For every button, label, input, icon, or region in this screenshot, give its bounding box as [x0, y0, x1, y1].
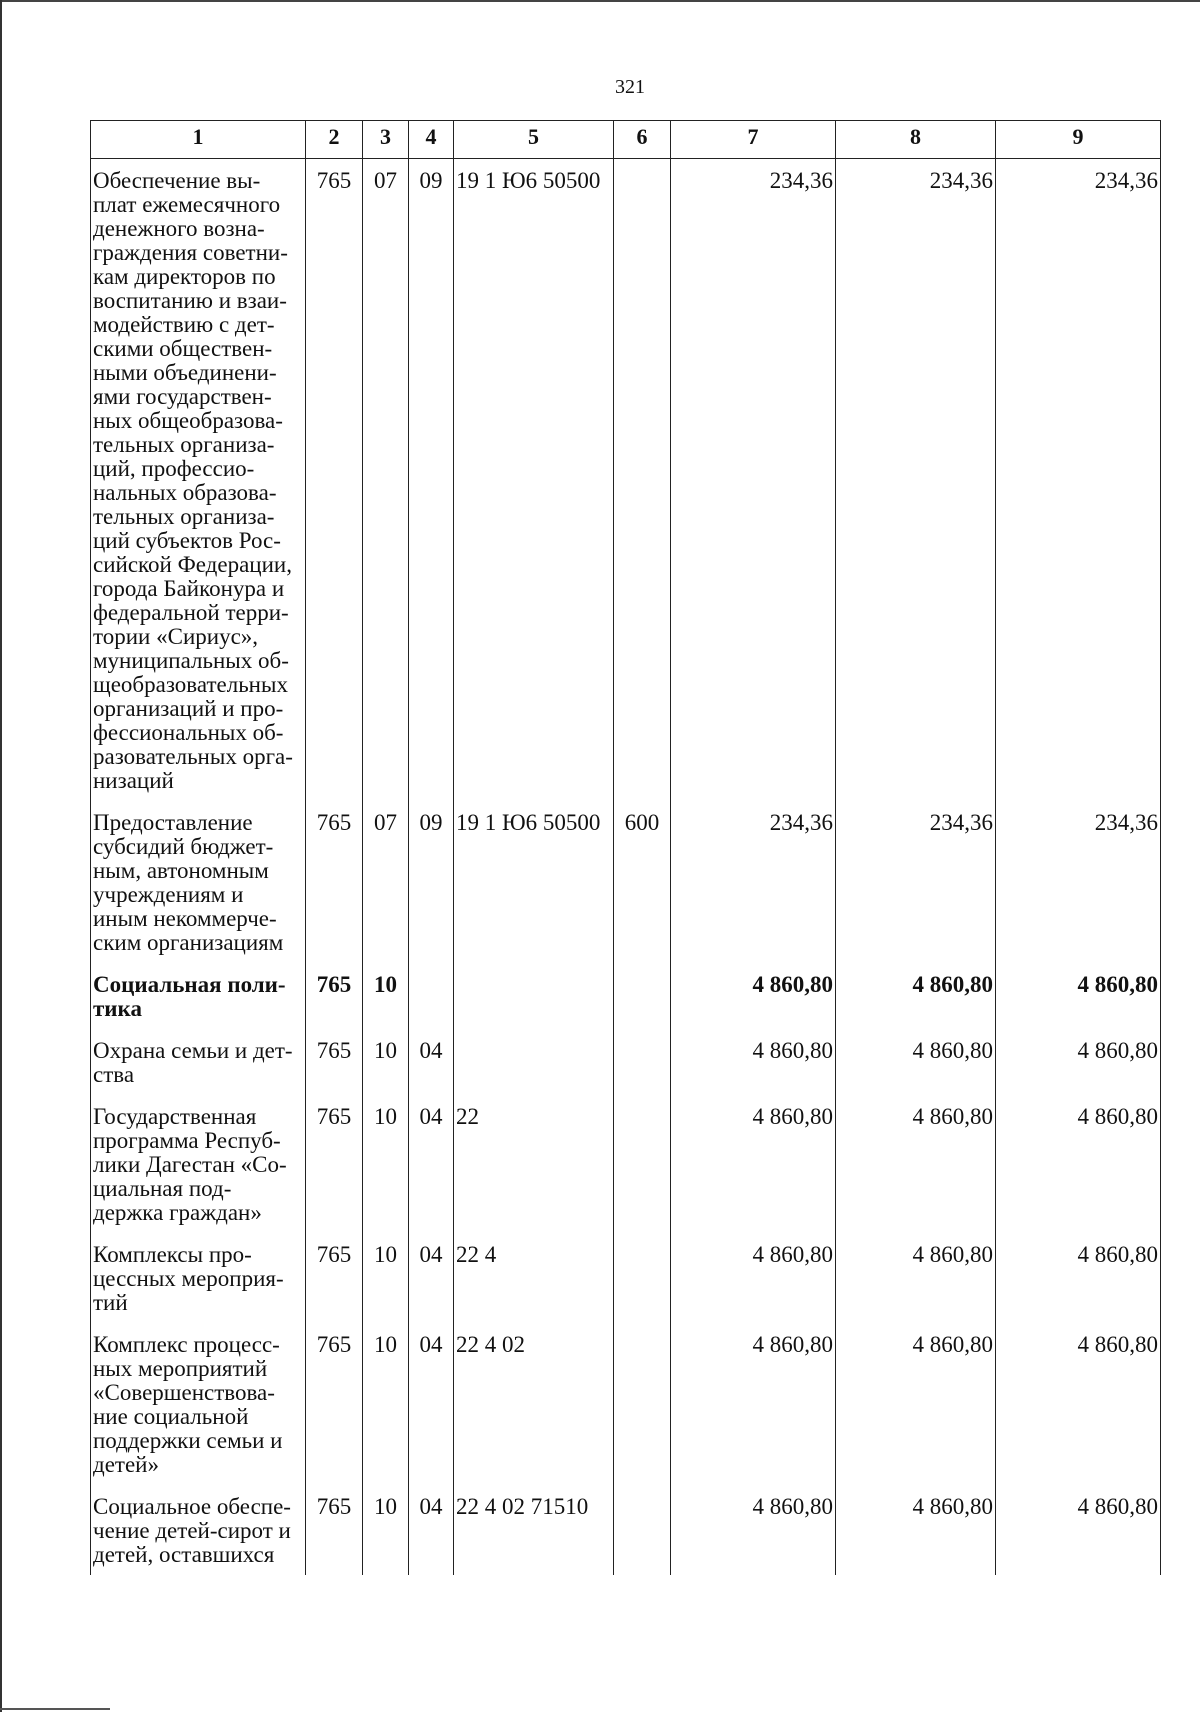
row-expense-type — [614, 1323, 671, 1485]
row-amount-7: 4 860,80 — [671, 1485, 836, 1575]
budget-table — [90, 120, 1161, 1575]
row-amount-9: 234,36 — [996, 801, 1161, 963]
row-amount-9: 4 860,80 — [996, 1029, 1161, 1095]
col-header-5: 5 — [454, 121, 614, 159]
row-amount-8: 4 860,80 — [836, 1323, 996, 1485]
col-header-1: 1 — [91, 121, 306, 159]
row-name: Комплекс процесс- ных мероприятий «Совершенствова- ние социальной поддержки семьи и детей» — [91, 1323, 306, 1485]
row-amount-7: 4 860,80 — [671, 963, 836, 1029]
row-amount-9: 234,36 — [996, 159, 1161, 802]
row-subsection-code: 04 — [409, 1323, 454, 1485]
row-target-article — [454, 963, 614, 1029]
row-section-code: 07 — [363, 801, 409, 963]
scan-bottom-edge — [0, 1708, 110, 1710]
table-row — [91, 1485, 1161, 1575]
row-ministry-code: 765 — [306, 1323, 363, 1485]
row-target-article: 22 — [454, 1095, 614, 1233]
row-ministry-code: 765 — [306, 159, 363, 802]
row-name: Охрана семьи и дет- ства — [91, 1029, 306, 1095]
row-target-article — [454, 1029, 614, 1095]
row-section-code: 10 — [363, 1323, 409, 1485]
row-subsection-code: 04 — [409, 1029, 454, 1095]
col-header-4: 4 — [409, 121, 454, 159]
row-subsection-code: 04 — [409, 1095, 454, 1233]
row-section-code: 07 — [363, 159, 409, 802]
row-amount-9: 4 860,80 — [996, 1485, 1161, 1575]
row-expense-type — [614, 1485, 671, 1575]
row-section-code: 10 — [363, 1233, 409, 1323]
row-target-article: 19 1 Ю6 50500 — [454, 801, 614, 963]
row-target-article: 22 4 02 71510 — [454, 1485, 614, 1575]
row-name: Государственная программа Респуб- лики Дагестан «Со- циальная под- держка граждан» — [91, 1095, 306, 1233]
row-amount-7: 4 860,80 — [671, 1029, 836, 1095]
table-row — [91, 963, 1161, 1029]
table-row — [91, 1095, 1161, 1233]
col-header-6: 6 — [614, 121, 671, 159]
row-ministry-code: 765 — [306, 1485, 363, 1575]
scan-top-edge — [0, 0, 1200, 2]
table-row — [91, 801, 1161, 963]
row-amount-7: 4 860,80 — [671, 1095, 836, 1233]
col-header-7: 7 — [671, 121, 836, 159]
row-ministry-code: 765 — [306, 1233, 363, 1323]
row-amount-8: 234,36 — [836, 801, 996, 963]
row-amount-8: 4 860,80 — [836, 963, 996, 1029]
row-expense-type — [614, 963, 671, 1029]
row-name: Предоставление субсидий бюджет- ным, автономным учреждениям и иным некоммерче- ским организациям — [91, 801, 306, 963]
row-ministry-code: 765 — [306, 963, 363, 1029]
row-amount-9: 4 860,80 — [996, 1233, 1161, 1323]
row-amount-8: 4 860,80 — [836, 1233, 996, 1323]
row-target-article: 22 4 02 — [454, 1323, 614, 1485]
row-subsection-code: 09 — [409, 801, 454, 963]
table-row — [91, 1029, 1161, 1095]
row-amount-8: 4 860,80 — [836, 1095, 996, 1233]
row-section-code: 10 — [363, 1485, 409, 1575]
table-row — [91, 1233, 1161, 1323]
row-amount-9: 4 860,80 — [996, 1323, 1161, 1485]
row-amount-8: 234,36 — [836, 159, 996, 802]
row-amount-9: 4 860,80 — [996, 963, 1161, 1029]
table-row — [91, 159, 1161, 802]
row-name: Комплексы про- цессных мероприя- тий — [91, 1233, 306, 1323]
row-name: Обеспечение вы- плат ежемесячного денежного возна- граждения советни- кам директоров по воспитанию и взаи- модействию с дет- скими обществен- ными объединени- ями государствен- ных общеобразова- тельных организа- ций, профессио- нальных образова- тельных организа- ций субъектов Рос- сийской Федерации, города Байконура и федеральной терри- тории «Сириус», муниципальных об- щеобразовательных организаций и про- фессиональных об- разовательных орга- низаций — [91, 159, 306, 802]
row-subsection-code: 09 — [409, 159, 454, 802]
row-section-code: 10 — [363, 963, 409, 1029]
row-name: Социальная поли- тика — [91, 963, 306, 1029]
row-subsection-code — [409, 963, 454, 1029]
row-ministry-code: 765 — [306, 1095, 363, 1233]
page-number: 321 — [615, 76, 645, 98]
row-amount-7: 234,36 — [671, 801, 836, 963]
row-name: Социальное обеспе- чение детей-сирот и детей, оставшихся — [91, 1485, 306, 1575]
col-header-8: 8 — [836, 121, 996, 159]
scan-left-edge — [0, 0, 2, 1712]
row-amount-9: 4 860,80 — [996, 1095, 1161, 1233]
row-expense-type — [614, 1233, 671, 1323]
col-header-3: 3 — [363, 121, 409, 159]
row-amount-7: 234,36 — [671, 159, 836, 802]
row-amount-8: 4 860,80 — [836, 1485, 996, 1575]
row-amount-8: 4 860,80 — [836, 1029, 996, 1095]
row-subsection-code: 04 — [409, 1485, 454, 1575]
row-expense-type: 600 — [614, 801, 671, 963]
row-ministry-code: 765 — [306, 801, 363, 963]
row-target-article: 19 1 Ю6 50500 — [454, 159, 614, 802]
row-subsection-code: 04 — [409, 1233, 454, 1323]
table-header-row — [91, 121, 1161, 159]
row-expense-type — [614, 159, 671, 802]
row-ministry-code: 765 — [306, 1029, 363, 1095]
col-header-9: 9 — [996, 121, 1161, 159]
row-amount-7: 4 860,80 — [671, 1233, 836, 1323]
table-row — [91, 1323, 1161, 1485]
row-target-article: 22 4 — [454, 1233, 614, 1323]
row-expense-type — [614, 1029, 671, 1095]
row-amount-7: 4 860,80 — [671, 1323, 836, 1485]
row-expense-type — [614, 1095, 671, 1233]
row-section-code: 10 — [363, 1029, 409, 1095]
row-section-code: 10 — [363, 1095, 409, 1233]
col-header-2: 2 — [306, 121, 363, 159]
